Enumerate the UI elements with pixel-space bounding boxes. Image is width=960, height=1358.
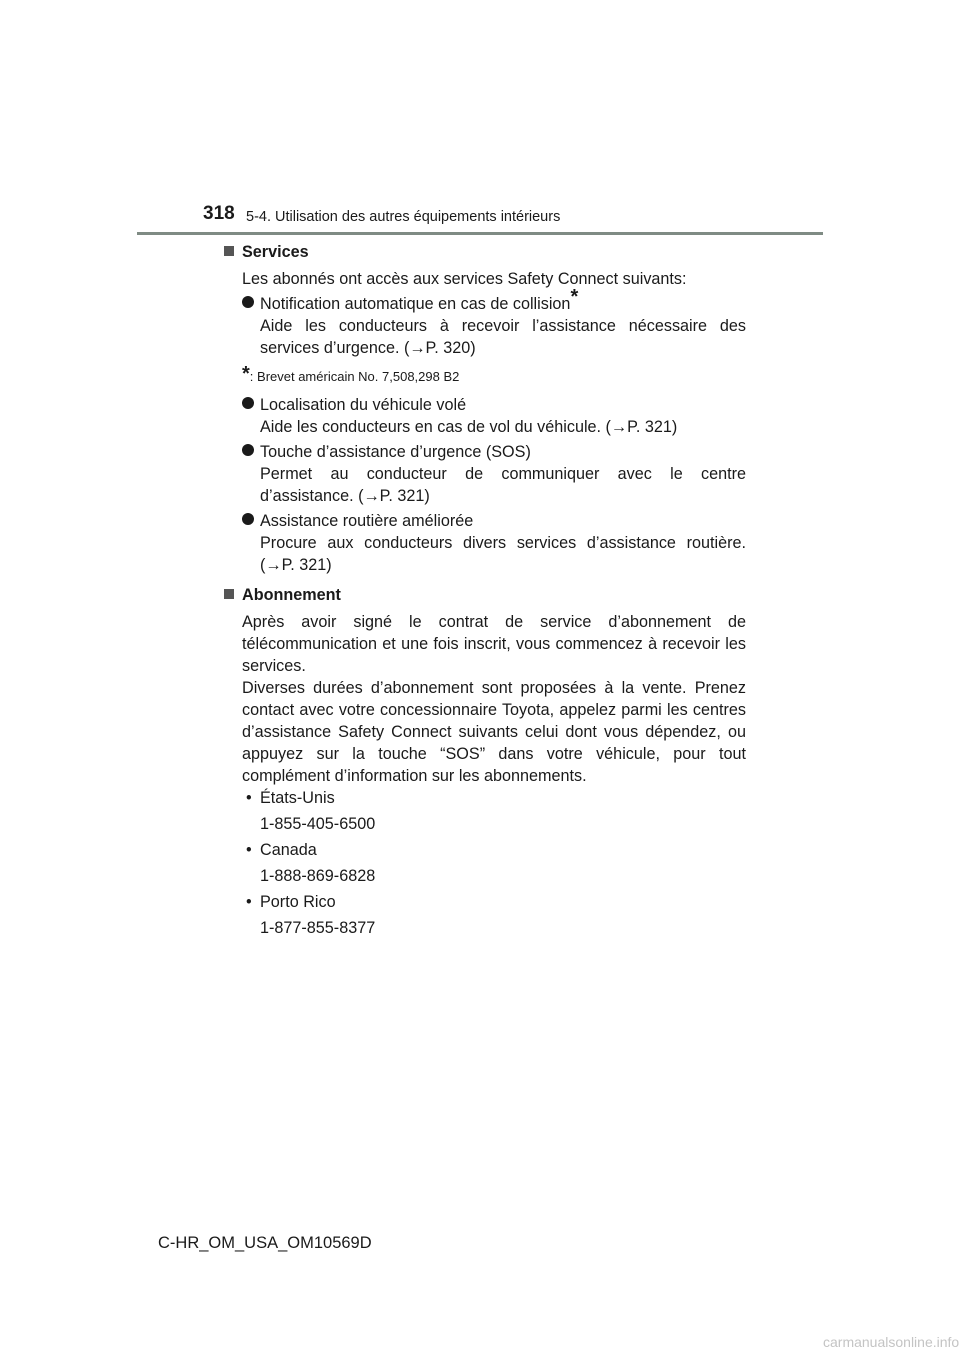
page-content <box>224 240 746 943</box>
service-item-title <box>260 286 746 315</box>
phone-number: 1-877-855-8377 <box>260 919 376 937</box>
service-item-title: Touche d’assistance d’urgence (SOS) <box>260 443 531 461</box>
patent-footnote <box>224 364 746 388</box>
header-divider <box>137 232 823 235</box>
footnote-marker: * <box>570 286 579 308</box>
service-item <box>224 286 746 359</box>
small-bullet-icon: • <box>246 893 252 911</box>
square-bullet-icon <box>224 589 234 599</box>
service-item-title: Localisation du véhicule volé <box>260 396 467 414</box>
service-item <box>224 441 746 507</box>
bullet-dot-icon <box>242 444 254 456</box>
small-bullet-icon: • <box>246 841 252 859</box>
services-intro: Les abonnés ont accès aux services Safety Connect suivants: <box>242 270 687 288</box>
contact-country <box>224 839 746 861</box>
services-heading <box>224 241 746 263</box>
service-item-desc: Procure aux conducteurs divers services d’assistance routière. (→P. 321) <box>260 534 746 574</box>
service-item-desc: Aide les conducteurs en cas de vol du véhicule. (→P. 321) <box>260 418 678 436</box>
footnote-text: : Brevet américain No. 7,508,298 B2 <box>249 369 460 384</box>
service-item-title-text: Notification automatique en cas de collision <box>260 295 571 313</box>
service-item-desc: Aide les conducteurs à recevoir l’assistance nécessaire des services d’urgence. (→P. 320) <box>260 317 746 357</box>
service-item <box>224 510 746 576</box>
country-label: États-Unis <box>260 789 335 807</box>
service-item <box>224 394 746 438</box>
services-heading-label: Services <box>242 243 309 261</box>
page-number: 318 <box>203 203 235 224</box>
footnote-star: * <box>242 363 250 385</box>
bullet-dot-icon <box>242 513 254 525</box>
contact-country <box>224 891 746 913</box>
contact-country <box>224 787 746 809</box>
abonnement-heading-label: Abonnement <box>242 586 341 604</box>
small-bullet-icon: • <box>246 789 252 807</box>
square-bullet-icon <box>224 246 234 256</box>
bullet-dot-icon <box>242 397 254 409</box>
country-label: Porto Rico <box>260 893 336 911</box>
watermark: carmanualsonline.info <box>823 1334 960 1350</box>
abonnement-heading <box>224 584 746 606</box>
document-code: C-HR_OM_USA_OM10569D <box>158 1234 372 1252</box>
country-label: Canada <box>260 841 317 859</box>
abonnement-paragraph: Après avoir signé le contrat de service d’abonnement de télécommunication et une fois inscrit, vous commencez à recevoir les services. <box>242 613 746 675</box>
bullet-dot-icon <box>242 296 254 308</box>
phone-number: 1-855-405-6500 <box>260 815 376 833</box>
phone-number: 1-888-869-6828 <box>260 867 376 885</box>
service-item-title: Assistance routière améliorée <box>260 512 474 530</box>
service-item-desc: Permet au conducteur de communiquer avec le centre d’assistance. (→P. 321) <box>260 465 746 505</box>
section-title: 5-4. Utilisation des autres équipements intérieurs <box>246 209 561 225</box>
abonnement-paragraph: Diverses durées d’abonnement sont proposées à la vente. Prenez contact avec votre concessionnaire Toyota, appelez parmi les centres d’assistance Safety Connect suivants celui dont vous dépendez, ou appuyez sur la touche “SOS” dans votre véhicule, pour tout complément d’information sur les abonnements. <box>242 679 746 785</box>
